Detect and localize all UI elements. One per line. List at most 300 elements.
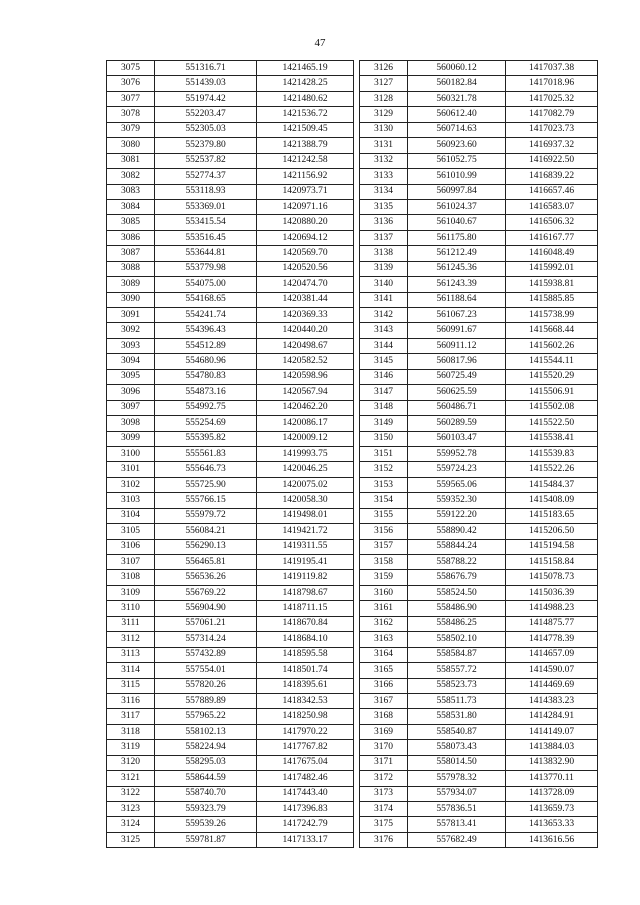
coordinate-table-left-body (107, 61, 354, 848)
table-row (360, 416, 598, 431)
table-row (107, 354, 354, 369)
x-coordinate-cell: 558224.94 (155, 740, 257, 755)
table-row (107, 832, 354, 847)
table-row (107, 585, 354, 600)
x-coordinate-cell: 561040.67 (408, 215, 506, 230)
x-coordinate-cell: 552537.82 (155, 153, 257, 168)
point-number-cell: 3158 (360, 555, 408, 570)
y-coordinate-cell: 1420075.02 (257, 477, 354, 492)
x-coordinate-cell: 557978.32 (408, 771, 506, 786)
point-number-cell: 3165 (360, 663, 408, 678)
x-coordinate-cell: 558502.10 (408, 632, 506, 647)
table-row (107, 508, 354, 523)
table-row (107, 153, 354, 168)
table-row (360, 230, 598, 245)
point-number-cell: 3081 (107, 153, 155, 168)
point-number-cell: 3111 (107, 616, 155, 631)
y-coordinate-cell: 1416506.32 (506, 215, 598, 230)
y-coordinate-cell: 1417396.83 (257, 802, 354, 817)
x-coordinate-cell: 554168.65 (155, 292, 257, 307)
point-number-cell: 3121 (107, 771, 155, 786)
point-number-cell: 3133 (360, 169, 408, 184)
table-row (107, 555, 354, 570)
point-number-cell: 3097 (107, 400, 155, 415)
point-number-cell: 3104 (107, 508, 155, 523)
y-coordinate-cell: 1420369.33 (257, 308, 354, 323)
y-coordinate-cell: 1414383.23 (506, 693, 598, 708)
table-row (360, 693, 598, 708)
x-coordinate-cell: 554992.75 (155, 400, 257, 415)
table-row (107, 446, 354, 461)
x-coordinate-cell: 558486.25 (408, 616, 506, 631)
x-coordinate-cell: 556904.90 (155, 601, 257, 616)
point-number-cell: 3100 (107, 446, 155, 461)
y-coordinate-cell: 1421480.62 (257, 91, 354, 106)
table-row (107, 755, 354, 770)
point-number-cell: 3146 (360, 369, 408, 384)
point-number-cell: 3145 (360, 354, 408, 369)
point-number-cell: 3156 (360, 524, 408, 539)
point-number-cell: 3098 (107, 416, 155, 431)
y-coordinate-cell: 1420598.96 (257, 369, 354, 384)
point-number-cell: 3128 (360, 91, 408, 106)
y-coordinate-cell: 1420381.44 (257, 292, 354, 307)
table-row (360, 817, 598, 832)
x-coordinate-cell: 557813.41 (408, 817, 506, 832)
point-number-cell: 3108 (107, 570, 155, 585)
point-number-cell: 3123 (107, 802, 155, 817)
x-coordinate-cell: 558584.87 (408, 647, 506, 662)
table-row (107, 462, 354, 477)
point-number-cell: 3102 (107, 477, 155, 492)
point-number-cell: 3115 (107, 678, 155, 693)
table-row (107, 616, 354, 631)
point-number-cell: 3147 (360, 385, 408, 400)
point-number-cell: 3091 (107, 308, 155, 323)
x-coordinate-cell: 553516.45 (155, 230, 257, 245)
table-row (107, 817, 354, 832)
y-coordinate-cell: 1414657.09 (506, 647, 598, 662)
x-coordinate-cell: 557314.24 (155, 632, 257, 647)
x-coordinate-cell: 554512.89 (155, 338, 257, 353)
table-row (107, 802, 354, 817)
y-coordinate-cell: 1421465.19 (257, 61, 354, 76)
y-coordinate-cell: 1420086.17 (257, 416, 354, 431)
point-number-cell: 3149 (360, 416, 408, 431)
y-coordinate-cell: 1420971.16 (257, 199, 354, 214)
point-number-cell: 3080 (107, 138, 155, 153)
x-coordinate-cell: 557836.51 (408, 802, 506, 817)
y-coordinate-cell: 1419421.72 (257, 524, 354, 539)
x-coordinate-cell: 558073.43 (408, 740, 506, 755)
x-coordinate-cell: 555254.69 (155, 416, 257, 431)
point-number-cell: 3085 (107, 215, 155, 230)
x-coordinate-cell: 559539.26 (155, 817, 257, 832)
x-coordinate-cell: 559352.30 (408, 493, 506, 508)
point-number-cell: 3079 (107, 122, 155, 137)
table-row (360, 169, 598, 184)
point-number-cell: 3130 (360, 122, 408, 137)
y-coordinate-cell: 1421428.25 (257, 76, 354, 91)
x-coordinate-cell: 558890.42 (408, 524, 506, 539)
y-coordinate-cell: 1414149.07 (506, 724, 598, 739)
point-number-cell: 3150 (360, 431, 408, 446)
point-number-cell: 3143 (360, 323, 408, 338)
x-coordinate-cell: 558511.73 (408, 693, 506, 708)
table-row (360, 832, 598, 847)
x-coordinate-cell: 559781.87 (155, 832, 257, 847)
table-row (360, 385, 598, 400)
point-number-cell: 3167 (360, 693, 408, 708)
point-number-cell: 3124 (107, 817, 155, 832)
y-coordinate-cell: 1418595.58 (257, 647, 354, 662)
x-coordinate-cell: 558014.50 (408, 755, 506, 770)
y-coordinate-cell: 1415194.58 (506, 539, 598, 554)
table-row (360, 76, 598, 91)
y-coordinate-cell: 1415522.50 (506, 416, 598, 431)
table-row (107, 230, 354, 245)
x-coordinate-cell: 558788.22 (408, 555, 506, 570)
table-row (107, 308, 354, 323)
y-coordinate-cell: 1415544.11 (506, 354, 598, 369)
point-number-cell: 3095 (107, 369, 155, 384)
point-number-cell: 3172 (360, 771, 408, 786)
y-coordinate-cell: 1420520.56 (257, 261, 354, 276)
y-coordinate-cell: 1416922.50 (506, 153, 598, 168)
y-coordinate-cell: 1420474.70 (257, 277, 354, 292)
table-row (107, 724, 354, 739)
table-row (107, 431, 354, 446)
x-coordinate-cell: 560725.49 (408, 369, 506, 384)
table-row (360, 724, 598, 739)
x-coordinate-cell: 558295.03 (155, 755, 257, 770)
table-row (107, 693, 354, 708)
x-coordinate-cell: 551974.42 (155, 91, 257, 106)
point-number-cell: 3153 (360, 477, 408, 492)
point-number-cell: 3076 (107, 76, 155, 91)
x-coordinate-cell: 558531.80 (408, 709, 506, 724)
point-number-cell: 3082 (107, 169, 155, 184)
x-coordinate-cell: 558486.90 (408, 601, 506, 616)
point-number-cell: 3083 (107, 184, 155, 199)
table-row (107, 76, 354, 91)
point-number-cell: 3159 (360, 570, 408, 585)
y-coordinate-cell: 1421156.92 (257, 169, 354, 184)
point-number-cell: 3110 (107, 601, 155, 616)
x-coordinate-cell: 552774.37 (155, 169, 257, 184)
y-coordinate-cell: 1414988.23 (506, 601, 598, 616)
table-row (360, 524, 598, 539)
y-coordinate-cell: 1416657.46 (506, 184, 598, 199)
point-number-cell: 3077 (107, 91, 155, 106)
y-coordinate-cell: 1420058.30 (257, 493, 354, 508)
point-number-cell: 3113 (107, 647, 155, 662)
y-coordinate-cell: 1416937.32 (506, 138, 598, 153)
table-row (107, 91, 354, 106)
y-coordinate-cell: 1413653.33 (506, 817, 598, 832)
point-number-cell: 3170 (360, 740, 408, 755)
y-coordinate-cell: 1419993.75 (257, 446, 354, 461)
y-coordinate-cell: 1417242.79 (257, 817, 354, 832)
x-coordinate-cell: 558524.50 (408, 585, 506, 600)
x-coordinate-cell: 553415.54 (155, 215, 257, 230)
x-coordinate-cell: 557934.07 (408, 786, 506, 801)
point-number-cell: 3101 (107, 462, 155, 477)
table-row (360, 663, 598, 678)
x-coordinate-cell: 561212.49 (408, 246, 506, 261)
table-row (107, 647, 354, 662)
table-row (360, 678, 598, 693)
y-coordinate-cell: 1419498.01 (257, 508, 354, 523)
table-row (360, 570, 598, 585)
point-number-cell: 3161 (360, 601, 408, 616)
x-coordinate-cell: 561010.99 (408, 169, 506, 184)
y-coordinate-cell: 1420694.12 (257, 230, 354, 245)
point-number-cell: 3157 (360, 539, 408, 554)
table-row (360, 122, 598, 137)
y-coordinate-cell: 1414284.91 (506, 709, 598, 724)
table-row (107, 385, 354, 400)
y-coordinate-cell: 1418798.67 (257, 585, 354, 600)
table-row (360, 61, 598, 76)
point-number-cell: 3127 (360, 76, 408, 91)
table-row (360, 261, 598, 276)
y-coordinate-cell: 1415520.29 (506, 369, 598, 384)
y-coordinate-cell: 1418684.10 (257, 632, 354, 647)
x-coordinate-cell: 555766.15 (155, 493, 257, 508)
point-number-cell: 3140 (360, 277, 408, 292)
y-coordinate-cell: 1419311.55 (257, 539, 354, 554)
x-coordinate-cell: 556536.26 (155, 570, 257, 585)
table-row (107, 61, 354, 76)
x-coordinate-cell: 557820.26 (155, 678, 257, 693)
table-row (107, 369, 354, 384)
point-number-cell: 3135 (360, 199, 408, 214)
x-coordinate-cell: 558102.13 (155, 724, 257, 739)
x-coordinate-cell: 552203.47 (155, 107, 257, 122)
table-row (107, 709, 354, 724)
point-number-cell: 3166 (360, 678, 408, 693)
point-number-cell: 3164 (360, 647, 408, 662)
table-row (360, 616, 598, 631)
y-coordinate-cell: 1419195.41 (257, 555, 354, 570)
x-coordinate-cell: 557061.21 (155, 616, 257, 631)
x-coordinate-cell: 560991.67 (408, 323, 506, 338)
x-coordinate-cell: 560997.84 (408, 184, 506, 199)
table-row (360, 786, 598, 801)
point-number-cell: 3137 (360, 230, 408, 245)
table-row (360, 199, 598, 214)
y-coordinate-cell: 1415885.85 (506, 292, 598, 307)
point-number-cell: 3176 (360, 832, 408, 847)
y-coordinate-cell: 1420973.71 (257, 184, 354, 199)
x-coordinate-cell: 558523.73 (408, 678, 506, 693)
table-row (360, 539, 598, 554)
y-coordinate-cell: 1418501.74 (257, 663, 354, 678)
point-number-cell: 3099 (107, 431, 155, 446)
x-coordinate-cell: 556084.21 (155, 524, 257, 539)
table-row (107, 122, 354, 137)
table-row (107, 400, 354, 415)
x-coordinate-cell: 560103.47 (408, 431, 506, 446)
x-coordinate-cell: 554241.74 (155, 308, 257, 323)
point-number-cell: 3125 (107, 832, 155, 847)
y-coordinate-cell: 1417970.22 (257, 724, 354, 739)
table-row (107, 786, 354, 801)
table-row (360, 709, 598, 724)
coordinate-table-right-body (360, 61, 598, 848)
y-coordinate-cell: 1415602.26 (506, 338, 598, 353)
y-coordinate-cell: 1416583.07 (506, 199, 598, 214)
y-coordinate-cell: 1420569.70 (257, 246, 354, 261)
point-number-cell: 3084 (107, 199, 155, 214)
y-coordinate-cell: 1414875.77 (506, 616, 598, 631)
y-coordinate-cell: 1421388.79 (257, 138, 354, 153)
x-coordinate-cell: 558644.59 (155, 771, 257, 786)
y-coordinate-cell: 1415539.83 (506, 446, 598, 461)
y-coordinate-cell: 1417037.38 (506, 61, 598, 76)
x-coordinate-cell: 561052.75 (408, 153, 506, 168)
point-number-cell: 3117 (107, 709, 155, 724)
page-number: 47 (314, 37, 326, 49)
y-coordinate-cell: 1417482.46 (257, 771, 354, 786)
y-coordinate-cell: 1418670.84 (257, 616, 354, 631)
table-row (107, 338, 354, 353)
x-coordinate-cell: 554680.96 (155, 354, 257, 369)
y-coordinate-cell: 1421536.72 (257, 107, 354, 122)
x-coordinate-cell: 559122.20 (408, 508, 506, 523)
y-coordinate-cell: 1415506.91 (506, 385, 598, 400)
x-coordinate-cell: 561243.39 (408, 277, 506, 292)
y-coordinate-cell: 1415992.01 (506, 261, 598, 276)
y-coordinate-cell: 1413728.09 (506, 786, 598, 801)
x-coordinate-cell: 553779.98 (155, 261, 257, 276)
table-row (107, 277, 354, 292)
point-number-cell: 3114 (107, 663, 155, 678)
table-row (360, 493, 598, 508)
y-coordinate-cell: 1416167.77 (506, 230, 598, 245)
point-number-cell: 3119 (107, 740, 155, 755)
x-coordinate-cell: 554075.00 (155, 277, 257, 292)
table-row (107, 570, 354, 585)
y-coordinate-cell: 1418342.53 (257, 693, 354, 708)
x-coordinate-cell: 561024.37 (408, 199, 506, 214)
x-coordinate-cell: 555395.82 (155, 431, 257, 446)
table-row (107, 138, 354, 153)
x-coordinate-cell: 555646.73 (155, 462, 257, 477)
table-row (107, 199, 354, 214)
y-coordinate-cell: 1419119.82 (257, 570, 354, 585)
y-coordinate-cell: 1418395.61 (257, 678, 354, 693)
y-coordinate-cell: 1415408.09 (506, 493, 598, 508)
table-row (107, 169, 354, 184)
table-row (107, 771, 354, 786)
point-number-cell: 3134 (360, 184, 408, 199)
table-row (360, 184, 598, 199)
point-number-cell: 3136 (360, 215, 408, 230)
x-coordinate-cell: 555979.72 (155, 508, 257, 523)
table-row (107, 663, 354, 678)
y-coordinate-cell: 1417675.04 (257, 755, 354, 770)
y-coordinate-cell: 1417025.32 (506, 91, 598, 106)
x-coordinate-cell: 551316.71 (155, 61, 257, 76)
y-coordinate-cell: 1417767.82 (257, 740, 354, 755)
x-coordinate-cell: 557682.49 (408, 832, 506, 847)
point-number-cell: 3129 (360, 107, 408, 122)
table-row (107, 493, 354, 508)
table-row (107, 416, 354, 431)
table-row (107, 477, 354, 492)
point-number-cell: 3162 (360, 616, 408, 631)
point-number-cell: 3093 (107, 338, 155, 353)
point-number-cell: 3131 (360, 138, 408, 153)
point-number-cell: 3171 (360, 755, 408, 770)
x-coordinate-cell: 558676.79 (408, 570, 506, 585)
y-coordinate-cell: 1415522.26 (506, 462, 598, 477)
table-row (360, 246, 598, 261)
y-coordinate-cell: 1414778.39 (506, 632, 598, 647)
point-number-cell: 3142 (360, 308, 408, 323)
y-coordinate-cell: 1413616.56 (506, 832, 598, 847)
point-number-cell: 3109 (107, 585, 155, 600)
x-coordinate-cell: 551439.03 (155, 76, 257, 91)
x-coordinate-cell: 559323.79 (155, 802, 257, 817)
x-coordinate-cell: 555561.83 (155, 446, 257, 461)
table-row (360, 632, 598, 647)
table-row (107, 323, 354, 338)
y-coordinate-cell: 1415484.37 (506, 477, 598, 492)
x-coordinate-cell: 554780.83 (155, 369, 257, 384)
table-row (107, 539, 354, 554)
x-coordinate-cell: 558540.87 (408, 724, 506, 739)
y-coordinate-cell: 1417018.96 (506, 76, 598, 91)
x-coordinate-cell: 556769.22 (155, 585, 257, 600)
table-row (107, 740, 354, 755)
x-coordinate-cell: 556290.13 (155, 539, 257, 554)
x-coordinate-cell: 560911.12 (408, 338, 506, 353)
point-number-cell: 3168 (360, 709, 408, 724)
table-row (360, 802, 598, 817)
x-coordinate-cell: 559724.23 (408, 462, 506, 477)
point-number-cell: 3118 (107, 724, 155, 739)
table-row (360, 277, 598, 292)
point-number-cell: 3139 (360, 261, 408, 276)
y-coordinate-cell: 1420498.67 (257, 338, 354, 353)
point-number-cell: 3103 (107, 493, 155, 508)
y-coordinate-cell: 1417082.79 (506, 107, 598, 122)
point-number-cell: 3169 (360, 724, 408, 739)
point-number-cell: 3090 (107, 292, 155, 307)
y-coordinate-cell: 1416839.22 (506, 169, 598, 184)
table-row (107, 678, 354, 693)
table-row (107, 632, 354, 647)
y-coordinate-cell: 1415502.08 (506, 400, 598, 415)
table-row (360, 138, 598, 153)
x-coordinate-cell: 560714.63 (408, 122, 506, 137)
point-number-cell: 3086 (107, 230, 155, 245)
point-number-cell: 3154 (360, 493, 408, 508)
x-coordinate-cell: 560612.40 (408, 107, 506, 122)
table-row (360, 369, 598, 384)
point-number-cell: 3112 (107, 632, 155, 647)
point-number-cell: 3078 (107, 107, 155, 122)
x-coordinate-cell: 558557.72 (408, 663, 506, 678)
table-row (360, 585, 598, 600)
table-row (360, 354, 598, 369)
table-row (107, 524, 354, 539)
y-coordinate-cell: 1415158.84 (506, 555, 598, 570)
table-row (107, 184, 354, 199)
